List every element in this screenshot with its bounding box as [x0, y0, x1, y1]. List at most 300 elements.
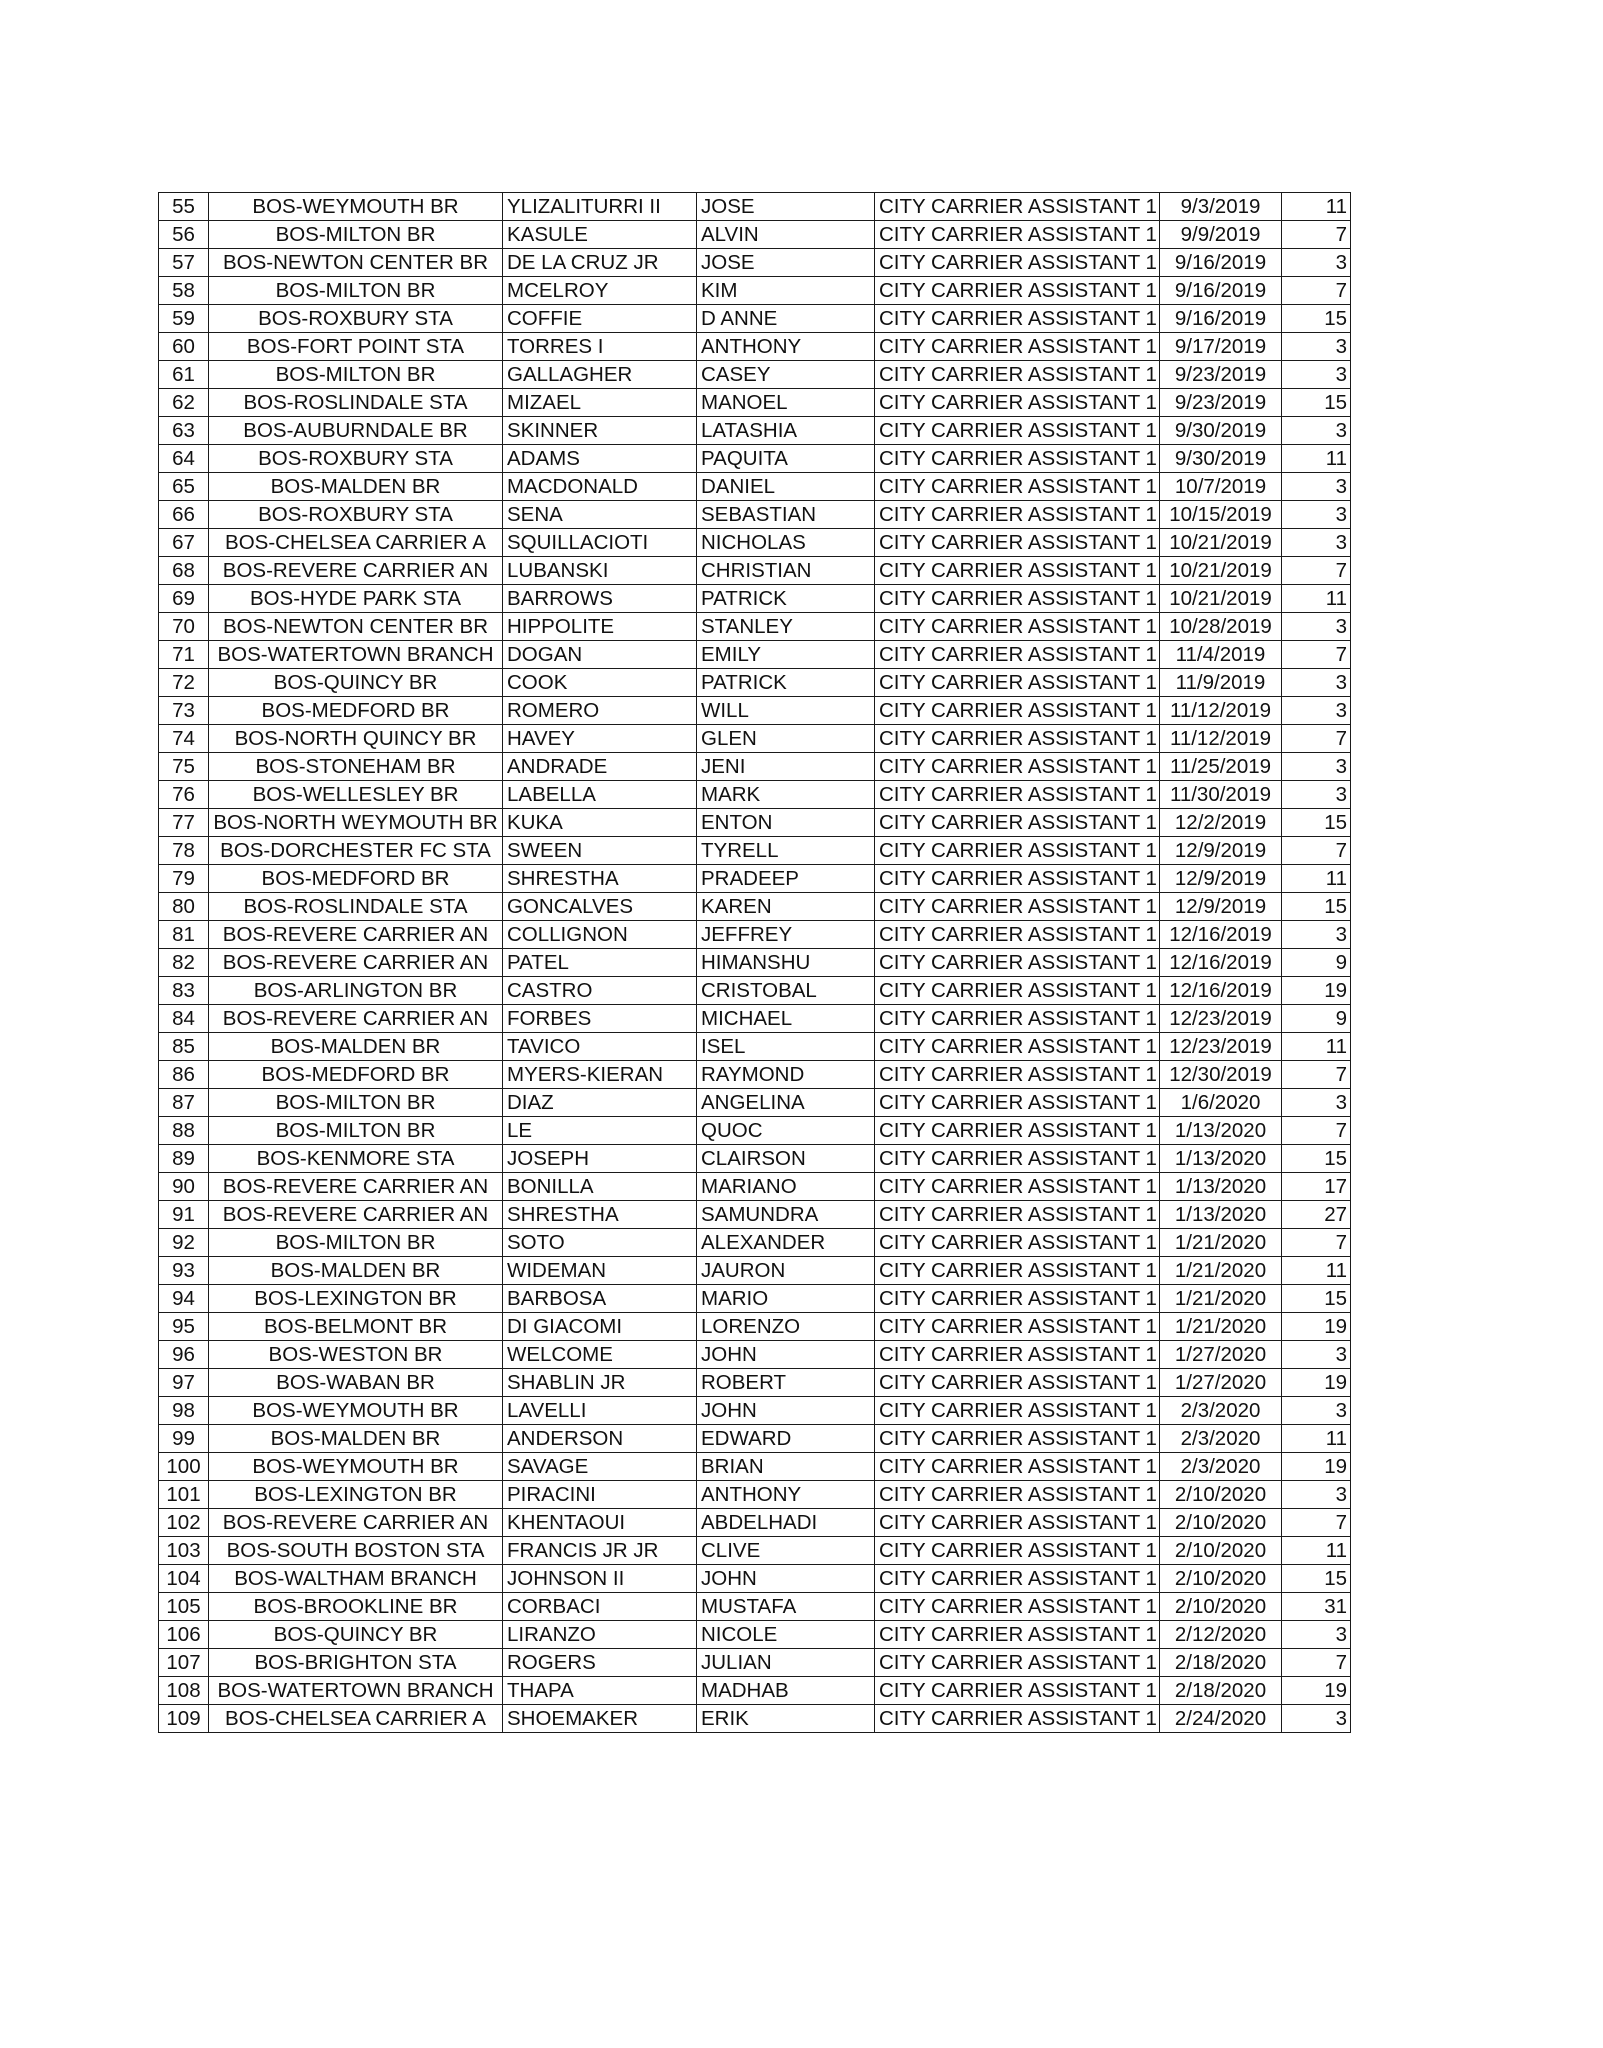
count-cell: 15 [1282, 1145, 1351, 1173]
row-number-cell: 74 [159, 725, 209, 753]
first-name-cell: JEFFREY [697, 921, 875, 949]
table-row [159, 1145, 1351, 1173]
office-cell: BOS-SOUTH BOSTON STA [209, 1537, 503, 1565]
date-cell: 2/24/2020 [1160, 1705, 1282, 1733]
office-cell: BOS-WATERTOWN BRANCH [209, 641, 503, 669]
first-name-cell: PATRICK [697, 585, 875, 613]
office-cell: BOS-REVERE CARRIER AN [209, 1005, 503, 1033]
first-name-cell: MARIANO [697, 1173, 875, 1201]
last-name-cell: KHENTAOUI [503, 1509, 697, 1537]
table-row [159, 361, 1351, 389]
table-row [159, 445, 1351, 473]
job-title-cell: CITY CARRIER ASSISTANT 1 [875, 1257, 1160, 1285]
last-name-cell: BARBOSA [503, 1285, 697, 1313]
job-title-cell: CITY CARRIER ASSISTANT 1 [875, 1649, 1160, 1677]
count-cell: 3 [1282, 1705, 1351, 1733]
table-row [159, 1005, 1351, 1033]
office-cell: BOS-MILTON BR [209, 361, 503, 389]
row-number-cell: 77 [159, 809, 209, 837]
first-name-cell: RAYMOND [697, 1061, 875, 1089]
row-number-cell: 87 [159, 1089, 209, 1117]
office-cell: BOS-REVERE CARRIER AN [209, 1173, 503, 1201]
job-title-cell: CITY CARRIER ASSISTANT 1 [875, 557, 1160, 585]
last-name-cell: DOGAN [503, 641, 697, 669]
date-cell: 12/16/2019 [1160, 949, 1282, 977]
job-title-cell: CITY CARRIER ASSISTANT 1 [875, 1453, 1160, 1481]
date-cell: 1/13/2020 [1160, 1201, 1282, 1229]
row-number-cell: 64 [159, 445, 209, 473]
count-cell: 7 [1282, 221, 1351, 249]
last-name-cell: WELCOME [503, 1341, 697, 1369]
job-title-cell: CITY CARRIER ASSISTANT 1 [875, 1145, 1160, 1173]
table-row [159, 1621, 1351, 1649]
date-cell: 9/23/2019 [1160, 389, 1282, 417]
first-name-cell: STANLEY [697, 613, 875, 641]
date-cell: 9/16/2019 [1160, 249, 1282, 277]
table-row [159, 1593, 1351, 1621]
date-cell: 11/12/2019 [1160, 697, 1282, 725]
last-name-cell: SHABLIN JR [503, 1369, 697, 1397]
job-title-cell: CITY CARRIER ASSISTANT 1 [875, 669, 1160, 697]
row-number-cell: 103 [159, 1537, 209, 1565]
last-name-cell: PIRACINI [503, 1481, 697, 1509]
row-number-cell: 88 [159, 1117, 209, 1145]
last-name-cell: CASTRO [503, 977, 697, 1005]
office-cell: BOS-MEDFORD BR [209, 697, 503, 725]
job-title-cell: CITY CARRIER ASSISTANT 1 [875, 865, 1160, 893]
office-cell: BOS-HYDE PARK STA [209, 585, 503, 613]
table-row [159, 781, 1351, 809]
row-number-cell: 93 [159, 1257, 209, 1285]
count-cell: 19 [1282, 1453, 1351, 1481]
office-cell: BOS-REVERE CARRIER AN [209, 949, 503, 977]
table-row [159, 1509, 1351, 1537]
count-cell: 3 [1282, 1397, 1351, 1425]
date-cell: 9/16/2019 [1160, 277, 1282, 305]
table-row [159, 389, 1351, 417]
date-cell: 1/21/2020 [1160, 1313, 1282, 1341]
count-cell: 11 [1282, 1257, 1351, 1285]
office-cell: BOS-NEWTON CENTER BR [209, 249, 503, 277]
date-cell: 1/27/2020 [1160, 1341, 1282, 1369]
last-name-cell: ANDRADE [503, 753, 697, 781]
date-cell: 9/30/2019 [1160, 445, 1282, 473]
job-title-cell: CITY CARRIER ASSISTANT 1 [875, 501, 1160, 529]
office-cell: BOS-BROOKLINE BR [209, 1593, 503, 1621]
office-cell: BOS-REVERE CARRIER AN [209, 1509, 503, 1537]
count-cell: 3 [1282, 417, 1351, 445]
first-name-cell: ALVIN [697, 221, 875, 249]
count-cell: 3 [1282, 1481, 1351, 1509]
row-number-cell: 104 [159, 1565, 209, 1593]
last-name-cell: KUKA [503, 809, 697, 837]
table-row [159, 221, 1351, 249]
office-cell: BOS-MILTON BR [209, 1229, 503, 1257]
date-cell: 10/21/2019 [1160, 529, 1282, 557]
job-title-cell: CITY CARRIER ASSISTANT 1 [875, 1005, 1160, 1033]
table-row [159, 1201, 1351, 1229]
office-cell: BOS-LEXINGTON BR [209, 1285, 503, 1313]
first-name-cell: NICOLE [697, 1621, 875, 1649]
first-name-cell: SEBASTIAN [697, 501, 875, 529]
table-row [159, 333, 1351, 361]
count-cell: 19 [1282, 1369, 1351, 1397]
row-number-cell: 57 [159, 249, 209, 277]
count-cell: 3 [1282, 529, 1351, 557]
last-name-cell: MCELROY [503, 277, 697, 305]
table-row [159, 1649, 1351, 1677]
table-row [159, 809, 1351, 837]
office-cell: BOS-LEXINGTON BR [209, 1481, 503, 1509]
job-title-cell: CITY CARRIER ASSISTANT 1 [875, 1229, 1160, 1257]
office-cell: BOS-NORTH WEYMOUTH BR [209, 809, 503, 837]
date-cell: 11/4/2019 [1160, 641, 1282, 669]
last-name-cell: BONILLA [503, 1173, 697, 1201]
job-title-cell: CITY CARRIER ASSISTANT 1 [875, 1593, 1160, 1621]
date-cell: 1/27/2020 [1160, 1369, 1282, 1397]
last-name-cell: SHRESTHA [503, 865, 697, 893]
job-title-cell: CITY CARRIER ASSISTANT 1 [875, 1089, 1160, 1117]
office-cell: BOS-BRIGHTON STA [209, 1649, 503, 1677]
job-title-cell: CITY CARRIER ASSISTANT 1 [875, 277, 1160, 305]
office-cell: BOS-MALDEN BR [209, 1033, 503, 1061]
table-row [159, 249, 1351, 277]
row-number-cell: 70 [159, 613, 209, 641]
table-row [159, 1117, 1351, 1145]
first-name-cell: ABDELHADI [697, 1509, 875, 1537]
date-cell: 11/9/2019 [1160, 669, 1282, 697]
count-cell: 11 [1282, 1033, 1351, 1061]
first-name-cell: KIM [697, 277, 875, 305]
count-cell: 15 [1282, 1565, 1351, 1593]
job-title-cell: CITY CARRIER ASSISTANT 1 [875, 641, 1160, 669]
job-title-cell: CITY CARRIER ASSISTANT 1 [875, 1313, 1160, 1341]
row-number-cell: 68 [159, 557, 209, 585]
count-cell: 9 [1282, 1005, 1351, 1033]
row-number-cell: 92 [159, 1229, 209, 1257]
row-number-cell: 67 [159, 529, 209, 557]
date-cell: 10/15/2019 [1160, 501, 1282, 529]
first-name-cell: ERIK [697, 1705, 875, 1733]
table-row [159, 697, 1351, 725]
row-number-cell: 65 [159, 473, 209, 501]
last-name-cell: CORBACI [503, 1593, 697, 1621]
date-cell: 9/3/2019 [1160, 193, 1282, 221]
job-title-cell: CITY CARRIER ASSISTANT 1 [875, 921, 1160, 949]
table-row [159, 1313, 1351, 1341]
job-title-cell: CITY CARRIER ASSISTANT 1 [875, 1537, 1160, 1565]
last-name-cell: COFFIE [503, 305, 697, 333]
count-cell: 15 [1282, 389, 1351, 417]
count-cell: 31 [1282, 1593, 1351, 1621]
date-cell: 2/12/2020 [1160, 1621, 1282, 1649]
table-row [159, 921, 1351, 949]
table-row [159, 613, 1351, 641]
last-name-cell: COOK [503, 669, 697, 697]
table-row [159, 1257, 1351, 1285]
date-cell: 12/9/2019 [1160, 865, 1282, 893]
last-name-cell: FORBES [503, 1005, 697, 1033]
date-cell: 9/30/2019 [1160, 417, 1282, 445]
row-number-cell: 107 [159, 1649, 209, 1677]
last-name-cell: YLIZALITURRI II [503, 193, 697, 221]
date-cell: 9/9/2019 [1160, 221, 1282, 249]
last-name-cell: SHOEMAKER [503, 1705, 697, 1733]
last-name-cell: TAVICO [503, 1033, 697, 1061]
table-row [159, 753, 1351, 781]
row-number-cell: 62 [159, 389, 209, 417]
table-row [159, 417, 1351, 445]
table-row [159, 305, 1351, 333]
row-number-cell: 69 [159, 585, 209, 613]
office-cell: BOS-ROXBURY STA [209, 501, 503, 529]
job-title-cell: CITY CARRIER ASSISTANT 1 [875, 249, 1160, 277]
first-name-cell: PRADEEP [697, 865, 875, 893]
office-cell: BOS-AUBURNDALE BR [209, 417, 503, 445]
last-name-cell: COLLIGNON [503, 921, 697, 949]
job-title-cell: CITY CARRIER ASSISTANT 1 [875, 1033, 1160, 1061]
last-name-cell: DE LA CRUZ JR [503, 249, 697, 277]
row-number-cell: 89 [159, 1145, 209, 1173]
office-cell: BOS-CHELSEA CARRIER A [209, 1705, 503, 1733]
job-title-cell: CITY CARRIER ASSISTANT 1 [875, 417, 1160, 445]
job-title-cell: CITY CARRIER ASSISTANT 1 [875, 781, 1160, 809]
count-cell: 11 [1282, 1425, 1351, 1453]
first-name-cell: WILL [697, 697, 875, 725]
count-cell: 9 [1282, 949, 1351, 977]
last-name-cell: SQUILLACIOTI [503, 529, 697, 557]
job-title-cell: CITY CARRIER ASSISTANT 1 [875, 1341, 1160, 1369]
table-row [159, 641, 1351, 669]
table-row [159, 193, 1351, 221]
table-row [159, 1033, 1351, 1061]
count-cell: 3 [1282, 1089, 1351, 1117]
first-name-cell: SAMUNDRA [697, 1201, 875, 1229]
date-cell: 12/23/2019 [1160, 1033, 1282, 1061]
table-row [159, 1537, 1351, 1565]
first-name-cell: ENTON [697, 809, 875, 837]
table-row [159, 1481, 1351, 1509]
date-cell: 1/13/2020 [1160, 1173, 1282, 1201]
office-cell: BOS-ROXBURY STA [209, 305, 503, 333]
row-number-cell: 109 [159, 1705, 209, 1733]
job-title-cell: CITY CARRIER ASSISTANT 1 [875, 1285, 1160, 1313]
last-name-cell: THAPA [503, 1677, 697, 1705]
row-number-cell: 80 [159, 893, 209, 921]
job-title-cell: CITY CARRIER ASSISTANT 1 [875, 445, 1160, 473]
office-cell: BOS-MEDFORD BR [209, 1061, 503, 1089]
job-title-cell: CITY CARRIER ASSISTANT 1 [875, 473, 1160, 501]
count-cell: 19 [1282, 1677, 1351, 1705]
table-row [159, 1453, 1351, 1481]
table-row [159, 1229, 1351, 1257]
table-row [159, 1565, 1351, 1593]
first-name-cell: JULIAN [697, 1649, 875, 1677]
job-title-cell: CITY CARRIER ASSISTANT 1 [875, 361, 1160, 389]
first-name-cell: KAREN [697, 893, 875, 921]
first-name-cell: JAURON [697, 1257, 875, 1285]
row-number-cell: 59 [159, 305, 209, 333]
count-cell: 3 [1282, 1621, 1351, 1649]
office-cell: BOS-MALDEN BR [209, 1257, 503, 1285]
date-cell: 2/3/2020 [1160, 1453, 1282, 1481]
date-cell: 11/30/2019 [1160, 781, 1282, 809]
first-name-cell: MANOEL [697, 389, 875, 417]
row-number-cell: 84 [159, 1005, 209, 1033]
job-title-cell: CITY CARRIER ASSISTANT 1 [875, 1425, 1160, 1453]
date-cell: 2/10/2020 [1160, 1481, 1282, 1509]
date-cell: 10/7/2019 [1160, 473, 1282, 501]
count-cell: 3 [1282, 613, 1351, 641]
first-name-cell: PATRICK [697, 669, 875, 697]
office-cell: BOS-WEYMOUTH BR [209, 1397, 503, 1425]
office-cell: BOS-MILTON BR [209, 221, 503, 249]
row-number-cell: 96 [159, 1341, 209, 1369]
last-name-cell: HIPPOLITE [503, 613, 697, 641]
date-cell: 2/10/2020 [1160, 1565, 1282, 1593]
job-title-cell: CITY CARRIER ASSISTANT 1 [875, 1481, 1160, 1509]
job-title-cell: CITY CARRIER ASSISTANT 1 [875, 221, 1160, 249]
last-name-cell: GALLAGHER [503, 361, 697, 389]
table-row [159, 669, 1351, 697]
row-number-cell: 106 [159, 1621, 209, 1649]
date-cell: 12/30/2019 [1160, 1061, 1282, 1089]
count-cell: 7 [1282, 1229, 1351, 1257]
date-cell: 2/10/2020 [1160, 1509, 1282, 1537]
job-title-cell: CITY CARRIER ASSISTANT 1 [875, 1369, 1160, 1397]
employee-roster-table [158, 192, 1351, 1733]
first-name-cell: EDWARD [697, 1425, 875, 1453]
office-cell: BOS-MALDEN BR [209, 1425, 503, 1453]
row-number-cell: 108 [159, 1677, 209, 1705]
first-name-cell: ALEXANDER [697, 1229, 875, 1257]
count-cell: 15 [1282, 1285, 1351, 1313]
date-cell: 12/9/2019 [1160, 893, 1282, 921]
job-title-cell: CITY CARRIER ASSISTANT 1 [875, 613, 1160, 641]
last-name-cell: TORRES I [503, 333, 697, 361]
count-cell: 3 [1282, 1341, 1351, 1369]
date-cell: 2/10/2020 [1160, 1593, 1282, 1621]
office-cell: BOS-MALDEN BR [209, 473, 503, 501]
last-name-cell: ANDERSON [503, 1425, 697, 1453]
table-row [159, 1341, 1351, 1369]
job-title-cell: CITY CARRIER ASSISTANT 1 [875, 529, 1160, 557]
date-cell: 12/16/2019 [1160, 977, 1282, 1005]
first-name-cell: JOHN [697, 1565, 875, 1593]
date-cell: 2/18/2020 [1160, 1677, 1282, 1705]
table-row [159, 725, 1351, 753]
row-number-cell: 63 [159, 417, 209, 445]
table-row [159, 1705, 1351, 1733]
row-number-cell: 105 [159, 1593, 209, 1621]
first-name-cell: LORENZO [697, 1313, 875, 1341]
row-number-cell: 94 [159, 1285, 209, 1313]
count-cell: 7 [1282, 641, 1351, 669]
first-name-cell: MICHAEL [697, 1005, 875, 1033]
office-cell: BOS-BELMONT BR [209, 1313, 503, 1341]
table-row [159, 473, 1351, 501]
date-cell: 9/23/2019 [1160, 361, 1282, 389]
job-title-cell: CITY CARRIER ASSISTANT 1 [875, 1509, 1160, 1537]
first-name-cell: MADHAB [697, 1677, 875, 1705]
table-row [159, 865, 1351, 893]
job-title-cell: CITY CARRIER ASSISTANT 1 [875, 1397, 1160, 1425]
job-title-cell: CITY CARRIER ASSISTANT 1 [875, 1705, 1160, 1733]
first-name-cell: EMILY [697, 641, 875, 669]
count-cell: 7 [1282, 1061, 1351, 1089]
row-number-cell: 98 [159, 1397, 209, 1425]
office-cell: BOS-WABAN BR [209, 1369, 503, 1397]
last-name-cell: DI GIACOMI [503, 1313, 697, 1341]
job-title-cell: CITY CARRIER ASSISTANT 1 [875, 1173, 1160, 1201]
count-cell: 7 [1282, 1117, 1351, 1145]
last-name-cell: SWEEN [503, 837, 697, 865]
office-cell: BOS-WEYMOUTH BR [209, 193, 503, 221]
first-name-cell: JOHN [697, 1397, 875, 1425]
row-number-cell: 100 [159, 1453, 209, 1481]
job-title-cell: CITY CARRIER ASSISTANT 1 [875, 389, 1160, 417]
roster-body [159, 193, 1351, 1733]
first-name-cell: BRIAN [697, 1453, 875, 1481]
last-name-cell: LE [503, 1117, 697, 1145]
count-cell: 3 [1282, 781, 1351, 809]
count-cell: 19 [1282, 977, 1351, 1005]
first-name-cell: DANIEL [697, 473, 875, 501]
office-cell: BOS-ROSLINDALE STA [209, 893, 503, 921]
last-name-cell: WIDEMAN [503, 1257, 697, 1285]
office-cell: BOS-QUINCY BR [209, 669, 503, 697]
last-name-cell: SAVAGE [503, 1453, 697, 1481]
row-number-cell: 82 [159, 949, 209, 977]
table-row [159, 1397, 1351, 1425]
count-cell: 7 [1282, 277, 1351, 305]
office-cell: BOS-WELLESLEY BR [209, 781, 503, 809]
row-number-cell: 86 [159, 1061, 209, 1089]
count-cell: 11 [1282, 585, 1351, 613]
count-cell: 15 [1282, 809, 1351, 837]
job-title-cell: CITY CARRIER ASSISTANT 1 [875, 893, 1160, 921]
first-name-cell: CRISTOBAL [697, 977, 875, 1005]
count-cell: 3 [1282, 473, 1351, 501]
count-cell: 11 [1282, 193, 1351, 221]
date-cell: 1/6/2020 [1160, 1089, 1282, 1117]
last-name-cell: LIRANZO [503, 1621, 697, 1649]
date-cell: 1/13/2020 [1160, 1117, 1282, 1145]
last-name-cell: ADAMS [503, 445, 697, 473]
office-cell: BOS-CHELSEA CARRIER A [209, 529, 503, 557]
office-cell: BOS-WALTHAM BRANCH [209, 1565, 503, 1593]
count-cell: 3 [1282, 669, 1351, 697]
office-cell: BOS-ROSLINDALE STA [209, 389, 503, 417]
table-row [159, 837, 1351, 865]
job-title-cell: CITY CARRIER ASSISTANT 1 [875, 1061, 1160, 1089]
row-number-cell: 101 [159, 1481, 209, 1509]
office-cell: BOS-FORT POINT STA [209, 333, 503, 361]
job-title-cell: CITY CARRIER ASSISTANT 1 [875, 1565, 1160, 1593]
table-row [159, 1089, 1351, 1117]
first-name-cell: CLIVE [697, 1537, 875, 1565]
table-row [159, 893, 1351, 921]
count-cell: 3 [1282, 333, 1351, 361]
last-name-cell: ROMERO [503, 697, 697, 725]
employee-roster-sheet [158, 192, 1350, 1733]
row-number-cell: 97 [159, 1369, 209, 1397]
row-number-cell: 73 [159, 697, 209, 725]
last-name-cell: LUBANSKI [503, 557, 697, 585]
first-name-cell: GLEN [697, 725, 875, 753]
job-title-cell: CITY CARRIER ASSISTANT 1 [875, 725, 1160, 753]
count-cell: 3 [1282, 753, 1351, 781]
